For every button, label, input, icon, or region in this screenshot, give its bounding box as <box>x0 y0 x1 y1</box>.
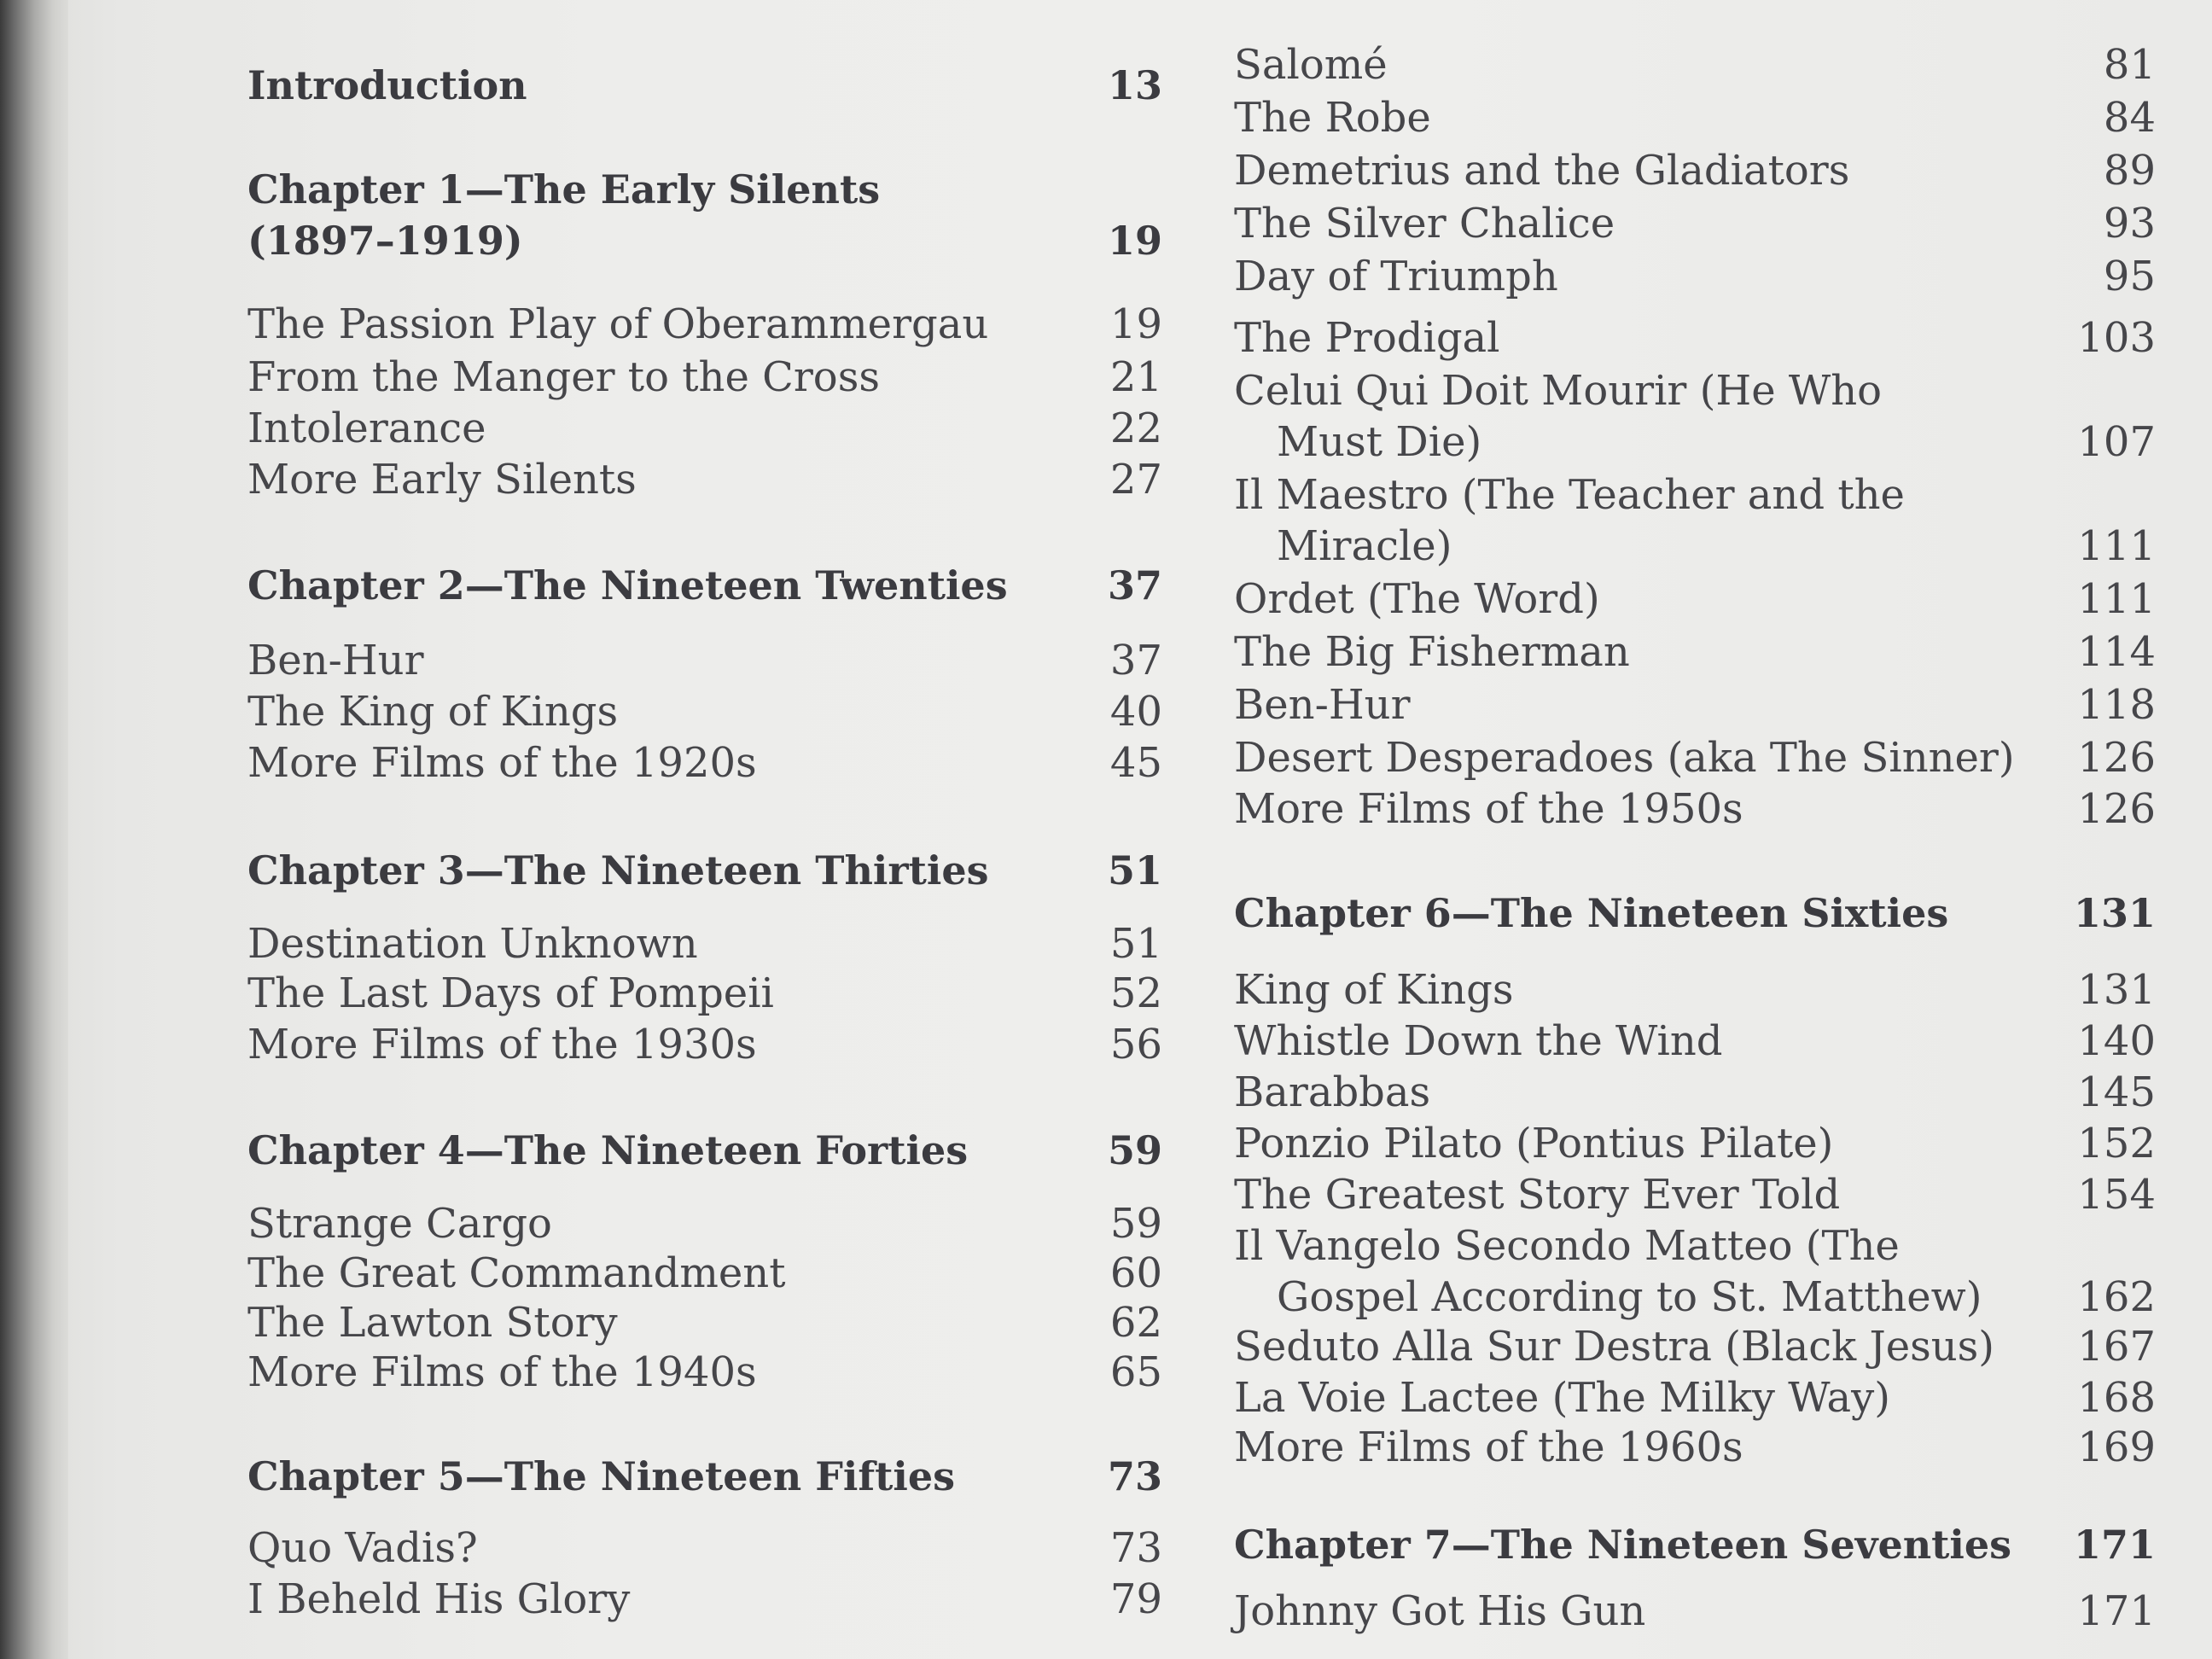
toc-entry-title-line: More Films of the 1940s <box>247 1348 757 1396</box>
toc-page-number: 40 <box>1109 688 1162 736</box>
toc-entry-title-line: More Films of the 1920s <box>247 739 757 787</box>
toc-page-number: 140 <box>2077 1017 2156 1065</box>
toc-page-number: 154 <box>2077 1171 2156 1219</box>
toc-entry-title-line: More Films of the 1950s <box>1234 785 1743 833</box>
toc-page-number: 51 <box>1109 920 1162 968</box>
toc-page-number: 52 <box>1109 969 1162 1017</box>
toc-entry-title <box>1234 312 1500 364</box>
toc-entry-title <box>1234 1169 1840 1220</box>
toc-page-number: 79 <box>1109 1575 1162 1623</box>
toc-page-number: 89 <box>2103 147 2156 195</box>
toc-entry-title-line: The Greatest Story Ever Told <box>1234 1171 1841 1219</box>
toc-entry-title-line: Quo Vadis? <box>247 1524 478 1572</box>
toc-entry-title-line: More Films of the 1960s <box>1234 1423 1743 1471</box>
toc-page-number: 93 <box>2103 200 2156 247</box>
toc-entry-title <box>1234 1519 2011 1570</box>
toc-entry-title <box>247 1198 552 1249</box>
toc-entry-title <box>1234 251 1558 302</box>
toc-page-number: 37 <box>1107 562 1162 608</box>
toc-entry-title <box>1234 1067 1430 1118</box>
toc-entry-title <box>1234 1220 1982 1323</box>
toc-entry-title-line: King of Kings <box>1234 966 1514 1014</box>
toc-entry-title-line: More Early Silents <box>247 456 637 504</box>
toc-page-number: 118 <box>2077 681 2156 729</box>
toc-entry-title <box>247 968 774 1019</box>
toc-entry-title-line: Ben-Hur <box>247 637 424 684</box>
toc-entry-title-line: The Silver Chalice <box>1234 200 1615 247</box>
toc-page-number: 111 <box>2077 575 2156 623</box>
toc-page-number: 107 <box>2077 418 2156 466</box>
toc-entry-title <box>1234 1586 1645 1637</box>
toc-page-number: 73 <box>1109 1524 1162 1572</box>
toc-entry-title-line: I Beheld His Glory <box>247 1575 631 1623</box>
toc-page-number: 169 <box>2077 1423 2156 1471</box>
toc-entry-title <box>1234 732 2015 783</box>
toc-entry-title-line: From the Manger to the Cross <box>247 353 880 401</box>
toc-entry-title-line: Miracle) <box>1277 522 1452 570</box>
toc-entry-title-line: Chapter 3—The Nineteen Thirties <box>247 847 989 894</box>
toc-page-number: 103 <box>2077 314 2156 362</box>
toc-entry-title <box>247 299 988 350</box>
toc-entry-title <box>247 1248 786 1299</box>
toc-entry-title-line: Ordet (The Word) <box>1234 575 1600 623</box>
toc-entry-title-line: Ponzio Pilato (Pontius Pilate) <box>1234 1120 1834 1167</box>
toc-entry-title-line: Whistle Down the Wind <box>1234 1017 1723 1065</box>
toc-entry-title-line: Salomé <box>1234 41 1388 89</box>
toc-entry-title <box>247 454 637 505</box>
toc-entry-title <box>247 164 880 266</box>
toc-entry-title-line: The Last Days of Pompeii <box>247 969 774 1017</box>
toc-page-number: 171 <box>2077 1587 2156 1635</box>
toc-page-number: 22 <box>1109 405 1162 452</box>
toc-entry-title-line: La Voie Lactee (The Milky Way) <box>1234 1374 1890 1422</box>
toc-entry-title <box>1234 198 1615 249</box>
toc-entry-title <box>1234 679 1411 731</box>
toc-entry-title <box>247 737 757 789</box>
toc-entry-title <box>247 1451 955 1502</box>
toc-entry-title-line: Celui Qui Doit Mourir (He Who <box>1234 367 1883 415</box>
toc-entry-title <box>1234 1016 1723 1067</box>
toc-page-number: 131 <box>2077 966 2156 1014</box>
toc-page-number: 51 <box>1107 847 1162 894</box>
toc-page-number: 60 <box>1109 1249 1162 1297</box>
toc-entry-title <box>1234 626 1630 678</box>
toc-entry-title-line: Intolerance <box>247 405 486 452</box>
toc-entry-title-line: The King of Kings <box>247 688 619 736</box>
toc-page-number: 84 <box>2103 94 2156 142</box>
toc-page-number: 131 <box>2073 890 2156 936</box>
toc-entry-title-line: More Films of the 1930s <box>247 1021 757 1068</box>
toc-page-number: 168 <box>2077 1374 2156 1422</box>
toc-entry-title-line: Chapter 4—The Nineteen Forties <box>247 1127 969 1173</box>
toc-page-number: 126 <box>2077 785 2156 833</box>
toc-entry-title <box>1234 39 1388 90</box>
toc-page-number: 65 <box>1109 1348 1162 1396</box>
toc-page-number: 19 <box>1107 218 1162 264</box>
toc-entry-title <box>247 1019 757 1070</box>
toc-entry-title <box>1234 469 1905 572</box>
toc-entry-title-line: Barabbas <box>1234 1068 1431 1116</box>
toc-entry-title <box>1234 1372 1890 1423</box>
toc-page-number: 45 <box>1109 739 1162 787</box>
toc-page-number: 152 <box>2077 1120 2156 1167</box>
facing-page-edge <box>0 0 68 1659</box>
toc-entry-title <box>247 352 880 403</box>
toc-entry-title-line: The Passion Play of Oberammergau <box>247 300 989 348</box>
toc-entry-title <box>247 918 698 969</box>
toc-entry-title <box>1234 964 1514 1016</box>
toc-entry-title <box>247 1574 630 1625</box>
toc-entry-title <box>247 686 618 737</box>
toc-page-number: 19 <box>1109 300 1162 348</box>
toc-entry-title-line: Chapter 2—The Nineteen Twenties <box>247 562 1008 608</box>
toc-page-number: 13 <box>1107 62 1162 108</box>
toc-page-number: 56 <box>1109 1021 1162 1068</box>
toc-page-number: 167 <box>2077 1323 2156 1371</box>
toc-entry-title <box>247 1297 618 1348</box>
toc-entry-title-line: The Great Commandment <box>247 1249 786 1297</box>
toc-entry-title-line: Destination Unknown <box>247 920 698 968</box>
toc-entry-title-line: Day of Triumph <box>1234 253 1558 300</box>
toc-entry-title-line: Il Vangelo Secondo Matteo (The <box>1234 1222 1900 1270</box>
toc-page-number: 37 <box>1109 637 1162 684</box>
toc-entry-title <box>247 1347 757 1398</box>
toc-entry-title <box>247 635 424 686</box>
toc-entry-title-line: Chapter 5—The Nineteen Fifties <box>247 1453 956 1499</box>
toc-entry-title-line: Strange Cargo <box>247 1200 552 1248</box>
toc-entry-title-line: Gospel According to St. Matthew) <box>1277 1273 1982 1321</box>
toc-entry-title <box>1234 1422 1743 1473</box>
toc-entry-title-line: Chapter 1—The Early Silents <box>247 166 881 212</box>
toc-page-number: 21 <box>1109 353 1162 401</box>
toc-entry-title <box>247 560 1008 611</box>
toc-entry-title-line: Ben-Hur <box>1234 681 1411 729</box>
toc-page-number: 114 <box>2077 628 2156 676</box>
toc-entry-title <box>1234 888 1948 939</box>
toc-entry-title-line: (1897–1919) <box>247 218 523 264</box>
toc-page-number: 126 <box>2077 734 2156 782</box>
toc-page-number: 62 <box>1109 1299 1162 1347</box>
toc-entry-title <box>1234 573 1600 625</box>
toc-entry-title-line: The Lawton Story <box>247 1299 618 1347</box>
toc-page-number: 95 <box>2103 253 2156 300</box>
toc-page-number: 111 <box>2077 522 2156 570</box>
toc-entry-title <box>1234 365 1882 468</box>
toc-entry-title-line: The Prodigal <box>1234 314 1500 362</box>
toc-page-number: 59 <box>1107 1127 1162 1173</box>
toc-entry-title <box>1234 145 1849 196</box>
toc-entry-title-line: Demetrius and the Gladiators <box>1234 147 1850 195</box>
toc-entry-title <box>247 1125 968 1176</box>
toc-entry-title-line: Chapter 6—The Nineteen Sixties <box>1234 890 1949 936</box>
toc-page-number: 27 <box>1109 456 1162 504</box>
toc-page-number: 162 <box>2077 1273 2156 1321</box>
toc-page-number: 59 <box>1109 1200 1162 1248</box>
toc-page-number: 171 <box>2073 1522 2156 1568</box>
toc-entry-title-line: Introduction <box>247 62 527 108</box>
toc-entry-title <box>1234 1118 1833 1169</box>
toc-entry-title <box>1234 783 1743 835</box>
toc-page-number: 81 <box>2103 41 2156 89</box>
toc-entry-title-line: Johnny Got His Gun <box>1234 1587 1646 1635</box>
toc-page-number: 145 <box>2077 1068 2156 1116</box>
toc-entry-title-line: Must Die) <box>1277 418 1482 466</box>
toc-entry-title-line: The Big Fisherman <box>1234 628 1630 676</box>
toc-entry-title-line: Chapter 7—The Nineteen Seventies <box>1234 1522 2012 1568</box>
toc-entry-title-line: Desert Desperadoes (aka The Sinner) <box>1234 734 2015 782</box>
toc-entry-title-line: Seduto Alla Sur Destra (Black Jesus) <box>1234 1323 1994 1371</box>
toc-entry-title <box>247 1522 478 1574</box>
toc-entry-title <box>1234 1321 1994 1372</box>
toc-entry-title <box>1234 92 1431 143</box>
toc-entry-title-line: The Robe <box>1234 94 1431 142</box>
toc-entry-title <box>247 403 486 454</box>
toc-entry-title <box>247 845 989 896</box>
toc-entry-title-line: Il Maestro (The Teacher and the <box>1234 471 1905 519</box>
toc-entry-title <box>247 60 527 111</box>
toc-page-number: 73 <box>1107 1453 1162 1499</box>
